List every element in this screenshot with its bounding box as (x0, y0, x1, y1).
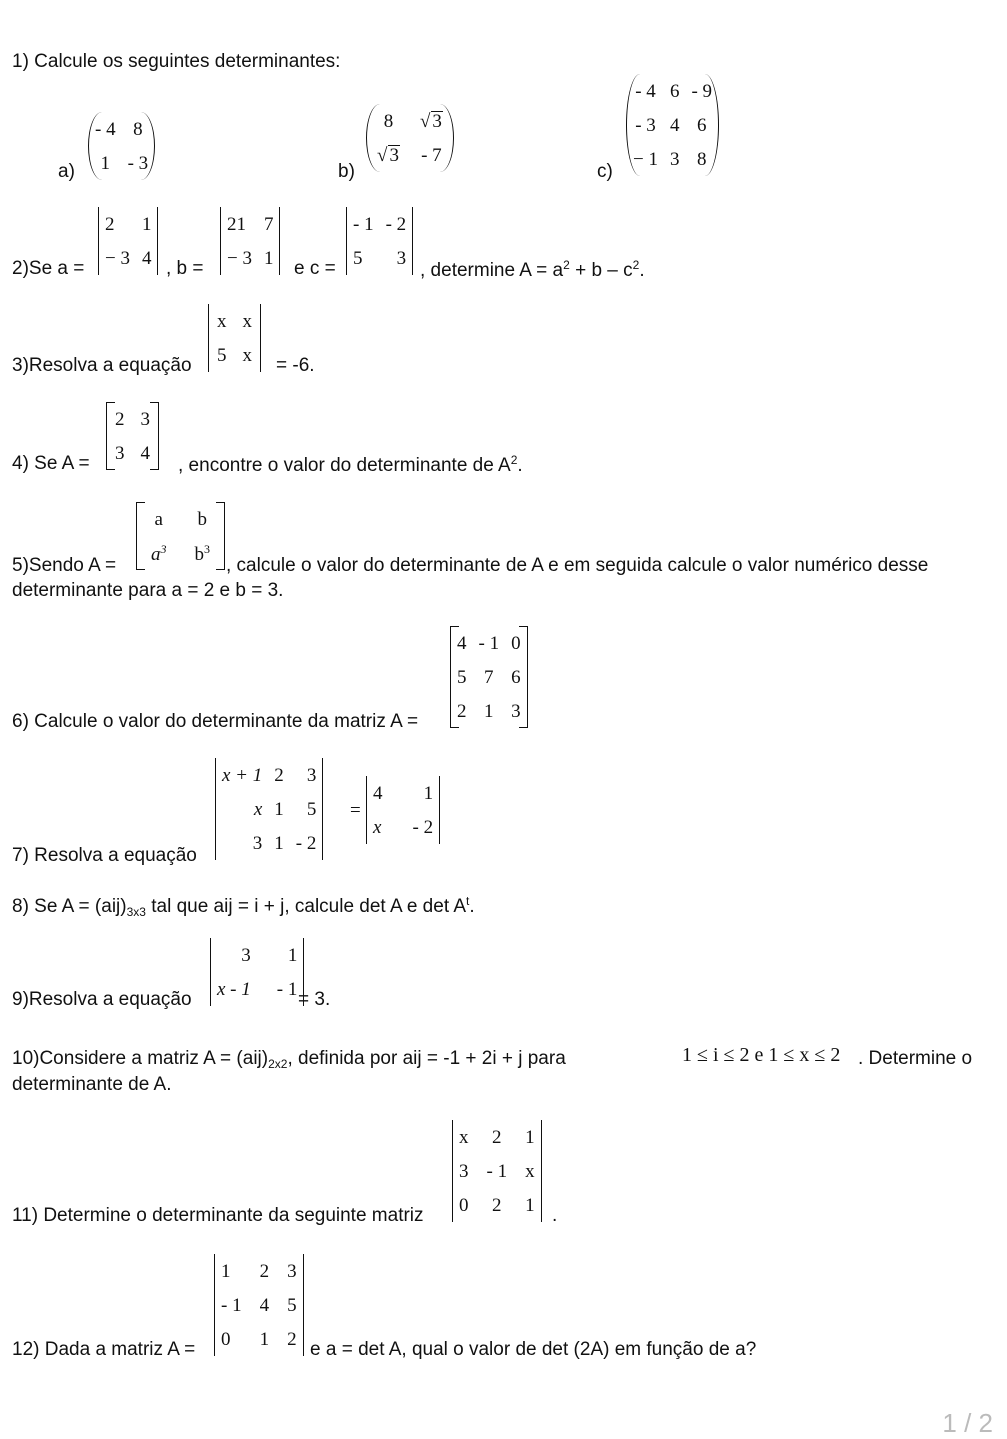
cell: 0 (459, 1194, 469, 1216)
cell: 5 (353, 247, 363, 269)
cell (410, 104, 453, 138)
cell: 1 (423, 782, 434, 804)
q1-c-label: c) (597, 161, 613, 182)
q4-suffix-text: , encontre o valor do determinante de A (178, 455, 511, 476)
cell: 8 (383, 110, 394, 132)
q5-a: a (151, 543, 161, 565)
q4-suffix (178, 454, 523, 475)
cell: 6 (511, 666, 521, 688)
q5-prefix: 5)Sendo A = (12, 555, 117, 576)
cell: 5 (306, 798, 317, 820)
cell: 2 (492, 1194, 502, 1216)
cell: - 3 (635, 114, 656, 136)
cell: 2 (274, 764, 284, 786)
cell: 4 (141, 247, 152, 269)
q1-b-label: b) (338, 161, 355, 182)
cell: 3 (241, 944, 251, 966)
cell: - 1 (353, 213, 374, 235)
q10-line2: determinante de A. (12, 1074, 172, 1095)
q10-p3: . Determine o (858, 1048, 973, 1069)
cell: 4 (140, 442, 150, 464)
cell: b (197, 508, 207, 530)
q8-p3: . (469, 896, 475, 917)
cell: 8 (133, 118, 143, 140)
q2-b-determinant (220, 207, 280, 275)
cell: 1 (484, 700, 494, 722)
cell: x (242, 344, 252, 366)
cell: - 1 (276, 978, 298, 1000)
q4-exp: 2 (510, 453, 518, 467)
q1-b-matrix (366, 104, 454, 172)
cell: 1 (274, 798, 284, 820)
cell: x (459, 1126, 469, 1148)
q9-text: 9)Resolva a equação (12, 989, 192, 1010)
q10-p1: 10)Considere a matriz A = (aij) (12, 1048, 269, 1069)
q10-sub: 2x2 (268, 1057, 288, 1071)
cell: 3 (511, 700, 521, 722)
cell: x (373, 816, 382, 838)
cell: 1 (221, 1260, 231, 1282)
q7-equals: = (350, 800, 361, 821)
cell: 1 (525, 1194, 535, 1216)
q5-matrix (136, 502, 225, 570)
cell: - 4 (95, 118, 116, 140)
cell: 1 (100, 152, 111, 174)
q4-end: . (517, 455, 523, 476)
cell: 1 (259, 1328, 270, 1350)
cell: 0 (221, 1328, 231, 1350)
q4-matrix (106, 402, 159, 470)
cell: 2 (457, 700, 467, 722)
cell: - 4 (635, 80, 656, 102)
cell (367, 138, 410, 172)
cell: 3 (459, 1160, 469, 1182)
cell: − 1 (633, 148, 658, 170)
q11-text: 11) Determine o determinante da seguinte matriz (12, 1205, 424, 1226)
q8-sup: t (466, 894, 470, 908)
sqrt-sign: √ (377, 145, 388, 166)
cell: 6 (697, 114, 707, 136)
q11-determinant (452, 1120, 542, 1222)
cell: − 3 (105, 247, 130, 269)
cell: 0 (511, 632, 521, 654)
cell: - 1 (486, 1160, 508, 1182)
cell: - 2 (412, 816, 434, 838)
page-number: 1 / 2 (942, 1408, 993, 1438)
cell: 21 (227, 213, 246, 235)
q2-c-determinant (346, 207, 413, 275)
q3-suffix: = -6. (276, 355, 315, 376)
cell: 2 (492, 1126, 502, 1148)
q6-matrix (450, 626, 528, 728)
q2-suffix-3: . (639, 260, 645, 281)
cell: 4 (669, 114, 680, 136)
cell: x (525, 1160, 535, 1182)
q5-b: b (194, 543, 204, 565)
cell: x (242, 310, 252, 332)
q1-text: 1) Calcule os seguintes determinantes: (12, 51, 341, 72)
cell: - 9 (691, 80, 713, 102)
q11-suffix: . (552, 1205, 558, 1226)
cell: 3 (669, 148, 680, 170)
q6-text: 6) Calcule o valor do determinante da matriz A = (12, 711, 419, 732)
q3-text: 3)Resolva a equação (12, 355, 192, 376)
cell: 3 (306, 764, 317, 786)
cell: 8 (697, 148, 707, 170)
q10-p2: , definida por aij = -1 + 2i + j para (287, 1048, 566, 1069)
cell: x (217, 310, 227, 332)
cell: - 3 (127, 152, 149, 174)
q8-text (12, 895, 475, 918)
q2-c-label: e c = (294, 258, 336, 279)
q2-suffix-2: + b – c (569, 260, 633, 281)
q1-a-label: a) (58, 161, 75, 182)
q10-condition: 1 ≤ i ≤ 2 e 1 ≤ x ≤ 2 (682, 1044, 841, 1066)
q2-exp-2: 2 (632, 258, 640, 272)
q2-suffix (420, 259, 645, 280)
cell: 5 (457, 666, 467, 688)
cell: 4 (373, 782, 383, 804)
cell: - 1 (221, 1294, 242, 1316)
q7-determinant-2 (366, 776, 440, 844)
q2-prefix: 2)Se a = (12, 258, 85, 279)
sqrt-value: 3 (432, 111, 442, 132)
cell: - 2 (295, 832, 317, 854)
cell: − 3 (227, 247, 252, 269)
cell: 1 (525, 1126, 535, 1148)
cell (137, 536, 181, 570)
cell: 1 (287, 944, 298, 966)
cell: 1 (274, 832, 284, 854)
q1-a-matrix (88, 112, 155, 180)
cell: 4 (259, 1294, 270, 1316)
cell: 5 (217, 344, 227, 366)
q12-prefix: 12) Dada a matriz A = (12, 1339, 196, 1360)
q3-determinant (208, 304, 261, 372)
cell: - 7 (421, 144, 442, 166)
q5-line2: determinante para a = 2 e b = 3. (12, 580, 284, 601)
q4-prefix: 4) Se A = (12, 453, 90, 474)
cell: 4 (457, 632, 467, 654)
cell: 7 (263, 213, 274, 235)
q5-exp-b: 3 (204, 541, 210, 556)
q2-suffix-1: , determine A = a (420, 260, 564, 281)
cell: 2 (287, 1328, 297, 1350)
cell: 2 (259, 1260, 270, 1282)
q7-text: 7) Resolva a equação (12, 845, 197, 866)
q8-p2: tal que aij = i + j, calcule det A e det A (145, 896, 467, 917)
cell: 1 (141, 213, 152, 235)
cell: a (154, 508, 163, 530)
q5-line1: , calcule o valor do determinante de A e em seguida calcule o valor numérico desse (226, 555, 929, 576)
q1-c-matrix (626, 74, 719, 176)
cell: 3 (252, 832, 263, 854)
q2-a-determinant (98, 207, 158, 275)
q9-suffix: = 3. (298, 989, 331, 1010)
cell: 5 (287, 1294, 297, 1316)
cell: x + 1 (222, 764, 263, 786)
cell: 2 (105, 213, 115, 235)
q12-suffix: e a = det A, qual o valor de det (2A) em função de a? (310, 1339, 757, 1360)
cell: x (253, 798, 263, 820)
sqrt-value: 3 (389, 145, 399, 166)
cell: 3 (115, 442, 125, 464)
q7-determinant (215, 758, 323, 860)
cell: - 1 (478, 632, 500, 654)
cell: 1 (263, 247, 274, 269)
q2-exp-1: 2 (563, 258, 570, 272)
q12-determinant (214, 1254, 304, 1356)
q8-p1: 8) Se A = (aij) (12, 896, 127, 917)
cell: 3 (396, 247, 407, 269)
q9-determinant (210, 938, 304, 1006)
cell: 3 (287, 1260, 297, 1282)
cell: 3 (140, 408, 150, 430)
cell: 6 (669, 80, 680, 102)
cell: x - 1 (217, 978, 251, 1000)
cell: - 2 (385, 213, 407, 235)
cell (181, 536, 225, 570)
q5-exp-a: 3 (160, 541, 167, 556)
q2-b-label: , b = (166, 258, 204, 279)
sqrt-sign: √ (419, 111, 431, 132)
cell: 2 (115, 408, 125, 430)
q8-sub: 3x3 (126, 905, 146, 919)
cell: 7 (484, 666, 494, 688)
